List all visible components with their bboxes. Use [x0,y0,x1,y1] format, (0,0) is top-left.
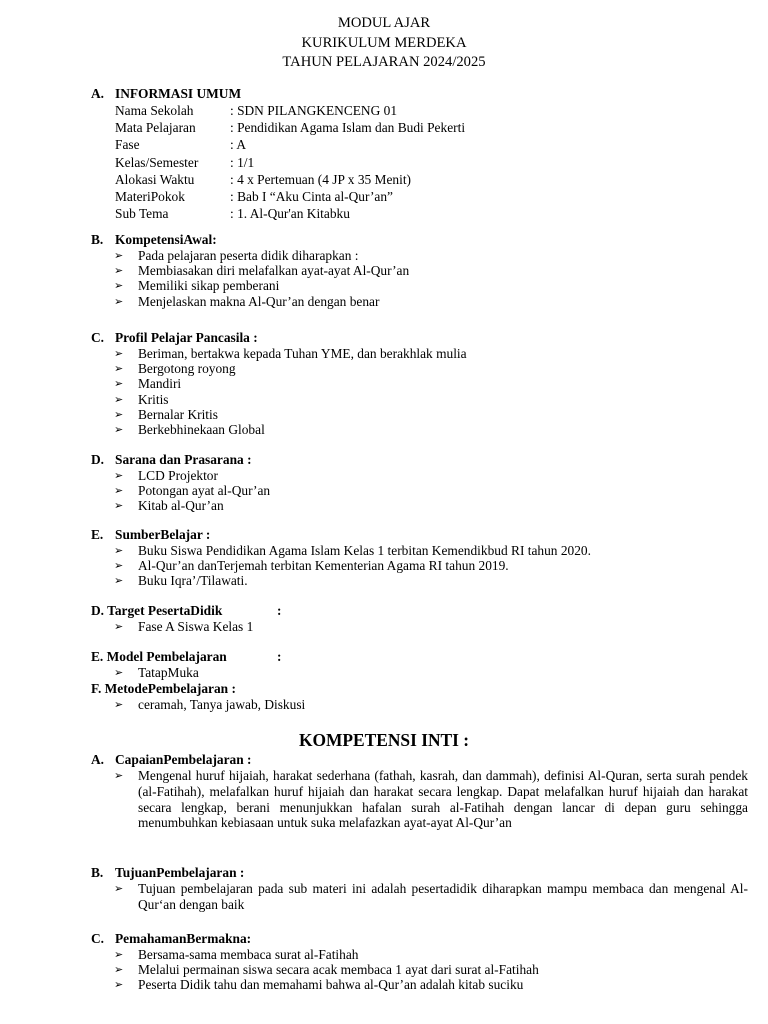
list-item [91,376,748,391]
section-heading: C. PemahamanBermakna: [91,931,252,946]
section-heading: D. Target PesertaDidik : [91,603,282,618]
arrow-bullet-icon: ➢ [114,392,124,406]
bullet-list [91,619,748,634]
arrow-bullet-icon: ➢ [114,544,124,557]
section-profil-pancasila [91,329,748,437]
list-item [91,483,748,498]
list-item-text: Beriman, bertakwa kepada Tuhan YME, dan berakhlak mulia [138,346,467,361]
section-heading: B. KompetensiAwal: [91,232,217,247]
list-item-text: Buku Iqra’/Tilawati. [138,573,248,589]
info-value: : 1/1 [230,154,255,170]
list-item [91,977,748,992]
info-row [91,188,748,205]
info-value: : Bab I “Aku Cinta al-Qur’an” [230,188,393,204]
bullet-list [91,468,748,514]
list-item-text: LCD Projektor [138,468,218,483]
section-model [91,648,748,680]
section-capaian [91,751,748,831]
info-key: Nama Sekolah [115,103,194,118]
bullet-list [91,248,748,309]
list-item-text: Tujuan pembelajaran pada sub materi ini adalah pesertadidik diharapkan mampu membaca dan mengenal Al-Qur‘an dengan baik [138,881,748,912]
list-item [91,248,748,263]
list-item-text: Memiliki sikap pemberani [138,278,280,294]
arrow-bullet-icon: ➢ [114,963,124,977]
kompetensi-inti-title: KOMPETENSI INTI : [298,730,470,750]
arrow-bullet-icon: ➢ [114,499,124,513]
arrow-bullet-icon: ➢ [114,264,124,278]
list-item [91,361,748,376]
arrow-bullet-icon: ➢ [114,666,124,679]
list-item-text: Bersama-sama membaca surat al-Fatihah [138,947,359,962]
arrow-bullet-icon: ➢ [114,769,124,782]
header-year: TAHUN PELAJARAN 2024/2025 [282,54,486,70]
info-key: Sub Tema [115,206,169,222]
bullet-list [91,697,748,712]
arrow-bullet-icon: ➢ [114,249,124,262]
info-key: Kelas/Semester [115,154,199,170]
list-item-text: Kritis [138,391,169,407]
list-item-text: Pada pelajaran peserta didik diharapkan : [138,248,359,263]
list-item-text: ceramah, Tanya jawab, Diskusi [138,697,306,712]
info-row [91,171,748,188]
info-row [91,136,748,153]
list-item-text: Membiasakan diri melafalkan ayat-ayat Al-Qur’an [138,263,410,279]
section-metode [91,680,748,712]
list-item-text: TatapMuka [138,665,199,680]
bullet-list [91,346,748,437]
arrow-bullet-icon: ➢ [114,698,124,711]
info-key: MateriPokok [115,188,185,204]
list-item-text: Mandiri [138,376,182,392]
list-item-text: Kitab al-Qur’an [138,498,224,514]
document-header [0,14,768,73]
list-item-text: Bergotong royong [138,361,236,377]
list-item [91,422,748,437]
arrow-bullet-icon: ➢ [114,423,124,437]
section-heading: B. TujuanPembelajaran : [91,865,245,880]
list-item [91,962,748,977]
section-heading: F. MetodePembelajaran : [91,681,236,696]
info-row [91,205,748,222]
list-item-text: Melalui permainan siswa secara acak membaca 1 ayat dari surat al-Fatihah [138,962,539,978]
info-value: : 1. Al-Qur'an Kitabku [230,206,350,222]
section-sumber-belajar [91,526,748,589]
arrow-bullet-icon: ➢ [114,948,124,961]
list-item-text: Al-Qur’an danTerjemah terbitan Kementerian Agama RI tahun 2019. [138,558,509,574]
arrow-bullet-icon: ➢ [114,347,124,360]
info-value: : SDN PILANGKENCENG 01 [230,103,398,118]
header-title: MODUL AJAR [337,15,431,31]
list-item [91,392,748,407]
list-item [91,947,748,962]
arrow-bullet-icon: ➢ [114,574,124,588]
arrow-bullet-icon: ➢ [114,377,124,391]
info-row [91,102,748,119]
section-heading: A. CapaianPembelajaran : [91,752,252,767]
arrow-bullet-icon: ➢ [114,978,124,992]
list-item [91,263,748,278]
bullet-list [91,768,748,831]
list-item [91,619,748,634]
section-target [91,602,748,634]
list-item-text: Berkebhinekaan Global [138,422,265,438]
list-item [91,881,748,913]
info-key: Fase [115,137,140,153]
section-tujuan [91,864,748,913]
arrow-bullet-icon: ➢ [114,407,124,421]
list-item [91,558,748,573]
list-item-text: Peserta Didik tahu dan memahami bahwa al-Qur’an adalah kitab suciku [138,977,524,993]
section-heading: E. Model Pembelajaran : [91,649,282,664]
arrow-bullet-icon: ➢ [114,469,124,482]
section-pemahaman [91,930,748,993]
section-informasi-umum [91,85,748,222]
arrow-bullet-icon: ➢ [114,620,124,633]
list-item [91,543,748,558]
list-item-text: Buku Siswa Pendidikan Agama Islam Kelas 1 terbitan Kemendikbud RI tahun 2020. [138,543,591,558]
bullet-list [91,947,748,993]
list-item [91,665,748,680]
list-item [91,346,748,361]
arrow-bullet-icon: ➢ [114,279,124,293]
info-value: : 4 x Pertemuan (4 JP x 35 Menit) [230,171,412,187]
list-item [91,697,748,712]
section-heading: D. Sarana dan Prasarana : [91,452,252,467]
info-value: : Pendidikan Agama Islam dan Budi Pekerti [230,120,466,136]
info-row [91,154,748,171]
list-item-text: Fase A Siswa Kelas 1 [138,619,254,634]
arrow-bullet-icon: ➢ [114,484,124,498]
list-item-text: Mengenal huruf hijaiah, harakat sederhana (fathah, kasrah, dan dammah), definisi Al-Quran, serta surah pendek (al-Fatihah), melafalkan huruf hijaiah dan harakat secara lengkap. Dapat melafalkan huruf hijaiah dan harakat secara lengkap, berani menunjukkan hafalan surah al-Fatihah dengan lancar di depan guru sehingga menumbuhkan kebiasaan untuk suka melafazkan ayat-ayat Al-Qur’an [138,768,748,831]
bullet-list [91,665,748,680]
list-item [91,278,748,293]
list-item [91,468,748,483]
list-item [91,768,748,831]
section-kompetensi-awal [91,231,748,309]
section-sarana [91,451,748,514]
info-table [91,102,748,222]
list-item [91,407,748,422]
info-row [91,119,748,136]
bullet-list [91,881,748,913]
arrow-bullet-icon: ➢ [114,559,124,573]
list-item-text: Potongan ayat al-Qur’an [138,483,271,499]
info-key: Mata Pelajaran [115,120,196,136]
info-key: Alokasi Waktu [115,171,195,187]
list-item [91,573,748,588]
list-item-text: Menjelaskan makna Al-Qur’an dengan benar [138,293,380,309]
section-heading: A. INFORMASI UMUM [91,86,242,101]
list-item [91,294,748,309]
arrow-bullet-icon: ➢ [114,882,124,895]
header-curriculum: KURIKULUM MERDEKA [301,34,467,51]
section-heading: E. SumberBelajar : [91,527,211,542]
arrow-bullet-icon: ➢ [114,294,124,308]
bullet-list [91,543,748,589]
section-heading: C. Profil Pelajar Pancasila : [91,330,258,345]
list-item [91,498,748,513]
list-item-text: Bernalar Kritis [138,406,218,422]
info-value: : A [230,137,246,153]
arrow-bullet-icon: ➢ [114,362,124,376]
